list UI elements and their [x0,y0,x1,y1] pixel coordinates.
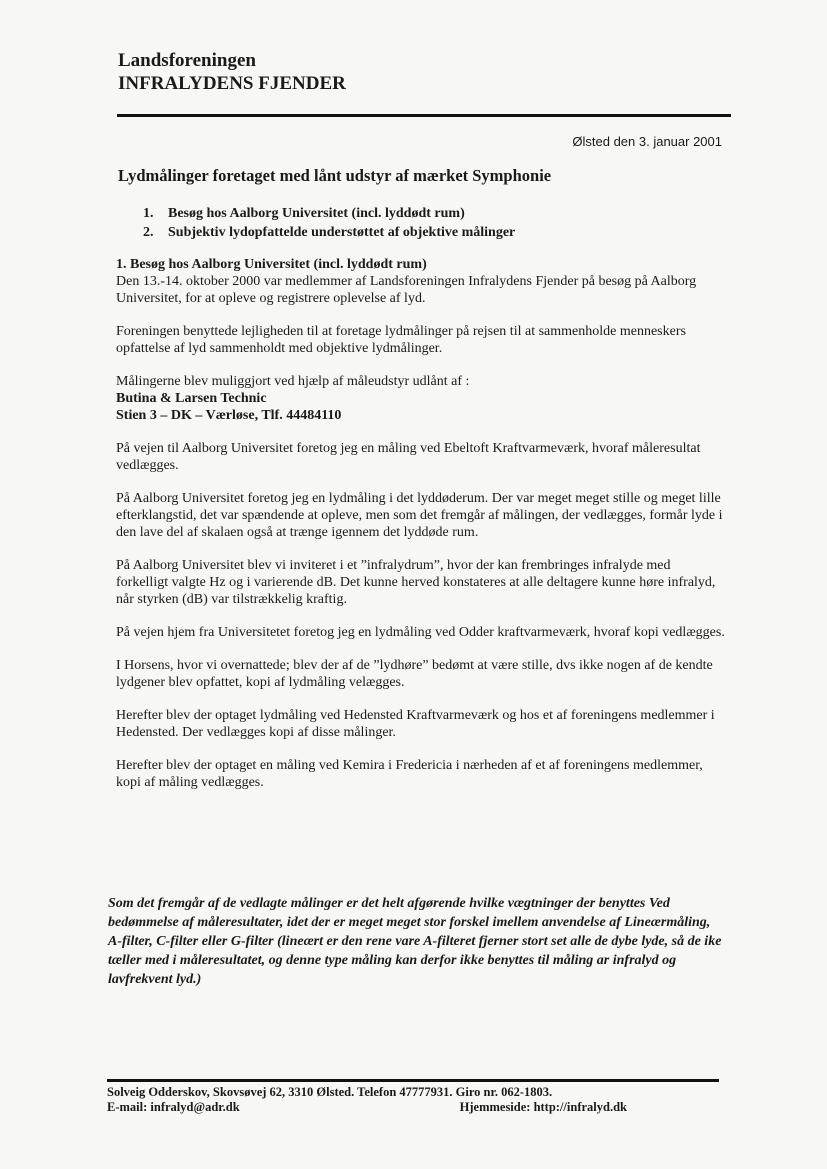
toc-number: 2. [143,225,154,240]
org-name-line2: INFRALYDENS FJENDER [118,72,346,94]
supplier-address: Stien 3 – DK – Værløse, Tlf. 44484110 [116,408,342,423]
toc-item [143,223,515,242]
supplier-name: Butina & Larsen Technic [116,391,267,406]
organization-header [118,50,346,96]
footer-contact-row [107,1100,627,1115]
section-heading: 1. Besøg hos Aalborg Universitet (incl. lyddødt rum) [116,257,427,272]
document-title: Lydmålinger foretaget med lånt udstyr af mærket Symphonie [118,166,552,185]
header-divider [117,114,731,117]
paragraph: På vejen til Aalborg Universitet foretog jeg en måling ved Ebeltoft Kraftvarmeværk, hvoraf måleresultat vedlægges. [116,441,701,473]
paragraph-text: Den 13.-14. oktober 2000 var medlemmer af Landsforeningen Infralydens Fjender på besøg på Aalborg Universitet, for at opleve og registrere oplevelse af lyd. [116,274,697,306]
footer [107,1085,627,1115]
paragraph: Foreningen benyttede lejligheden til at foretage lydmålinger på rejsen til at sammenholde menneskers opfattelse af lyd sammenholdt med objektive lydmålinger. [116,324,686,356]
conclusion-paragraph: Som det fremgår af de vedlagte målinger er det helt afgørende hvilke vægtninger der benyttes Ved bedømmelse af måleresultater, idet der er meget meget stor forskel imellem anvendelse af Lineærmåling, A-filter, C-filter eller G-filter (lineært er den rene vare A-filteret fjerner stort set alle de dybe lyde, så de ike tæller med i måleresultatet, og denne type måling kan derfor ikke benyttes til måling ar infralyd og lavfrekvent lyd.) [108,896,722,987]
toc-text: Subjektiv lydopfattelde understøttet af objektive målinger [168,225,516,240]
paragraph [116,373,726,424]
paragraph: På vejen hjem fra Universitetet foretog jeg en lydmåling ved Odder kraftvarmeværk, hvoraf kopi vedlægges. [116,625,725,640]
toc-number: 1. [143,206,154,221]
footer-address: Solveig Odderskov, Skovsøvej 62, 3310 Ølsted. Telefon 47777931. Giro nr. 062-1803. [107,1085,553,1099]
footer-website: Hjemmeside: http://infralyd.dk [459,1100,627,1114]
footer-divider [107,1079,719,1082]
toc-item [143,204,515,223]
org-name-line1: Landsforeningen [118,50,256,71]
paragraph: På Aalborg Universitet blev vi inviteret i et ”infralydrum”, hvor der kan frembringes infralyde med forkelligt valgte Hz og i varierende dB. Det kunne herved konstateres at alle deltagere kunne høre infralyd, når styrken (dB) var tilstrækkelig kraftig. [116,558,716,607]
paragraph: I Horsens, hvor vi overnattede; blev der af de ”lydhøre” bedømt at være stille, dvs ikke nogen af de kendte lydgener blev opfattet, kopi af lydmåling velægges. [116,658,713,690]
paragraph [116,256,726,307]
footer-email: E-mail: infralyd@adr.dk [107,1100,240,1114]
table-of-contents [143,204,515,242]
paragraph: Herefter blev der optaget en måling ved Kemira i Fredericia i nærheden af et af foreningens medlemmer, kopi af måling vedlægges. [116,758,703,790]
paragraph: På Aalborg Universitet foretog jeg en lydmåling i det lyddøderum. Der var meget meget stille og meget lille efterklangstid, det var spændende at opleve, men som det fremgår af målingen, der vedlægges, formår lyde i den lave del af skalaen også at trænge igennem det lyddøde rum. [116,491,723,540]
toc-text: Besøg hos Aalborg Universitet (incl. lyddødt rum) [168,206,465,221]
paragraph: Herefter blev der optaget lydmåling ved Hedensted Kraftvarmeværk og hos et af foreningens medlemmer i Hedensted. Der vedlægges kopi af disse målinger. [116,708,715,740]
letter-body [116,256,726,807]
paragraph-text: Målingerne blev muliggjort ved hjælp af måleudstyr udlånt af : [116,374,470,389]
letter-date: Ølsted den 3. januar 2001 [572,134,722,149]
